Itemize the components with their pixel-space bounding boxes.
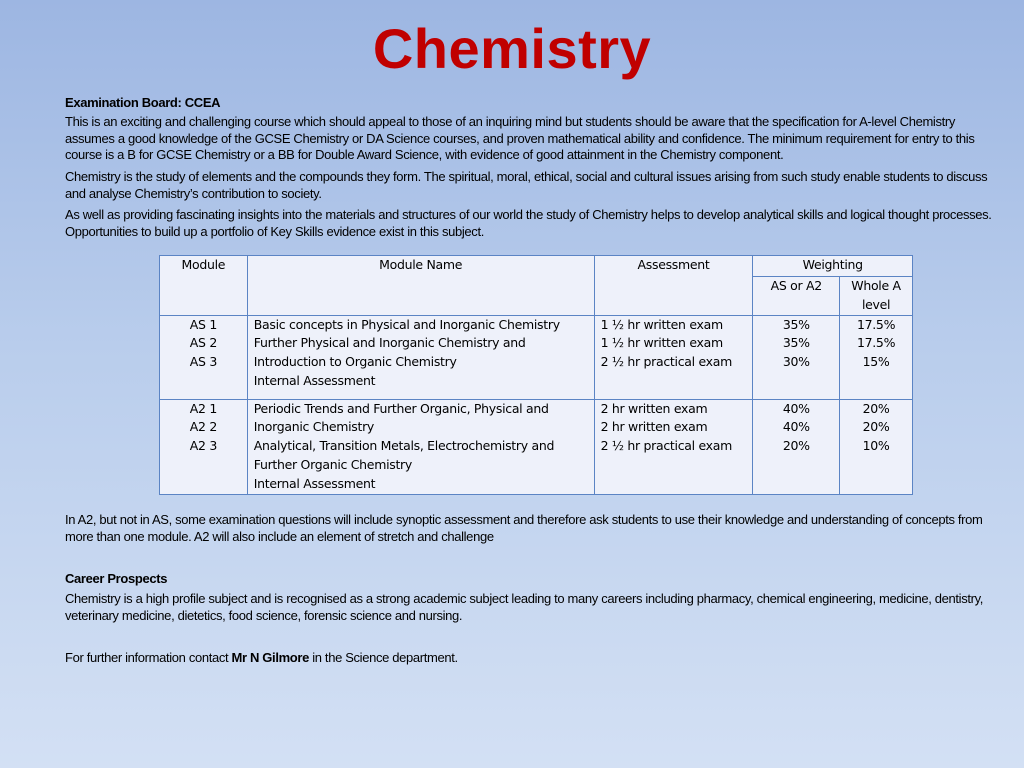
module-codes-cell [160,315,248,399]
module-name: Introduction to Organic Chemistry [253,354,457,370]
weight-value: 40% [782,419,810,435]
weight-value: 17.5% [856,316,896,332]
module-name: Further Physical and Inorganic Chemistry and [253,335,526,351]
weight-value: 35% [782,316,810,332]
as-weighting-cell [753,315,840,399]
module-name: Inorganic Chemistry [253,419,375,435]
module-name: Internal Assessment [253,475,376,491]
header-assessment: Assessment [594,256,753,316]
study-paragraph: Chemistry is the study of elements and the compounds they form. The spiritual, moral, ethical, social and cultural issues arising from such study enable students to discuss and analyse Chemistry’s contribution to society. [65,169,988,201]
header-as-or-a2: AS or A2 [753,277,840,316]
module-name: Analytical, Transition Metals, Electrochemistry and [253,438,555,454]
modules-table [159,255,913,495]
contact-prefix: For further information contact [65,650,232,665]
weight-value: 20% [782,438,810,454]
contact-line [65,650,995,667]
as-weighting-cell [753,399,840,494]
assessments-cell [594,315,753,399]
module-code: A2 2 [189,419,217,435]
weight-value: 17.5% [856,335,896,351]
module-names-cell [247,315,594,399]
a2-note-paragraph: In A2, but not in AS, some examination questions will include synoptic assessment and therefore ask students to use their knowledge and understanding of concepts from more than one module. A2 will also include an element of stretch and challenge [65,512,983,544]
header-module: Module [160,256,248,316]
assessments-cell [594,399,753,494]
module-name: Basic concepts in Physical and Inorganic Chemistry [253,316,560,332]
assessment: 2 hr written exam [600,419,708,435]
weight-value: 40% [782,400,810,416]
table-row [160,315,913,399]
table-header-row [160,256,913,277]
skills-paragraph: As well as providing fascinating insights into the materials and structures of our world the study of Chemistry helps to develop analytical skills and logical thought processes. Opportunities to build up a portfolio of Key Skills evidence exist in this subject. [65,207,992,239]
weight-value: 15% [862,354,890,370]
weight-value: 20% [862,400,890,416]
assessment: 2 hr written exam [600,400,708,416]
module-name: Further Organic Chemistry [253,456,412,472]
module-name: Periodic Trends and Further Organic, Physical and [253,400,549,416]
page-title: Chemistry [372,17,652,80]
module-code: AS 2 [189,335,217,351]
assessment: 1 ½ hr written exam [600,335,723,351]
whole-weighting-cell [840,315,913,399]
header-whole-a-level: Whole A level [840,277,913,316]
weight-value: 20% [862,419,890,435]
module-names-cell [247,399,594,494]
module-code: AS 3 [189,354,217,370]
whole-weighting-cell [840,399,913,494]
career-paragraph: Chemistry is a high profile subject and is recognised as a strong academic subject leading to many careers including pharmacy, chemical engineering, medicine, dentistry, veterinary medicine, dietetics, food science, forensic science and nursing. [65,591,984,623]
assessment: 2 ½ hr practical exam [600,438,732,454]
table-row [160,399,913,494]
module-code: A2 3 [189,438,217,454]
header-module-name: Module Name [247,256,594,316]
header-weighting: Weighting [753,256,913,277]
assessment: 1 ½ hr written exam [600,316,723,332]
exam-board-label: Examination Board: CCEA [65,95,221,110]
intro-paragraph: This is an exciting and challenging course which should appeal to those of an inquiring mind but students should be aware that the specification for A-level Chemistry assumes a good knowledge of the GCSE Chemistry or DA Science courses, and proven mathematical ability and confidence. The minimum requirement for entry to this course is a B for GCSE Chemistry or a BB for Double Award Science, with evidence of good attainment in the Chemistry component. [65,114,975,162]
career-heading: Career Prospects [65,571,168,586]
weight-value: 10% [862,438,890,454]
module-codes-cell [160,399,248,494]
contact-name: Mr N Gilmore [231,650,309,665]
module-code: A2 1 [189,400,217,416]
contact-suffix: in the Science department. [308,650,458,665]
assessment: 2 ½ hr practical exam [600,354,732,370]
weight-value: 35% [782,335,810,351]
weight-value: 30% [782,354,810,370]
module-name: Internal Assessment [253,372,376,388]
module-code: AS 1 [189,316,217,332]
